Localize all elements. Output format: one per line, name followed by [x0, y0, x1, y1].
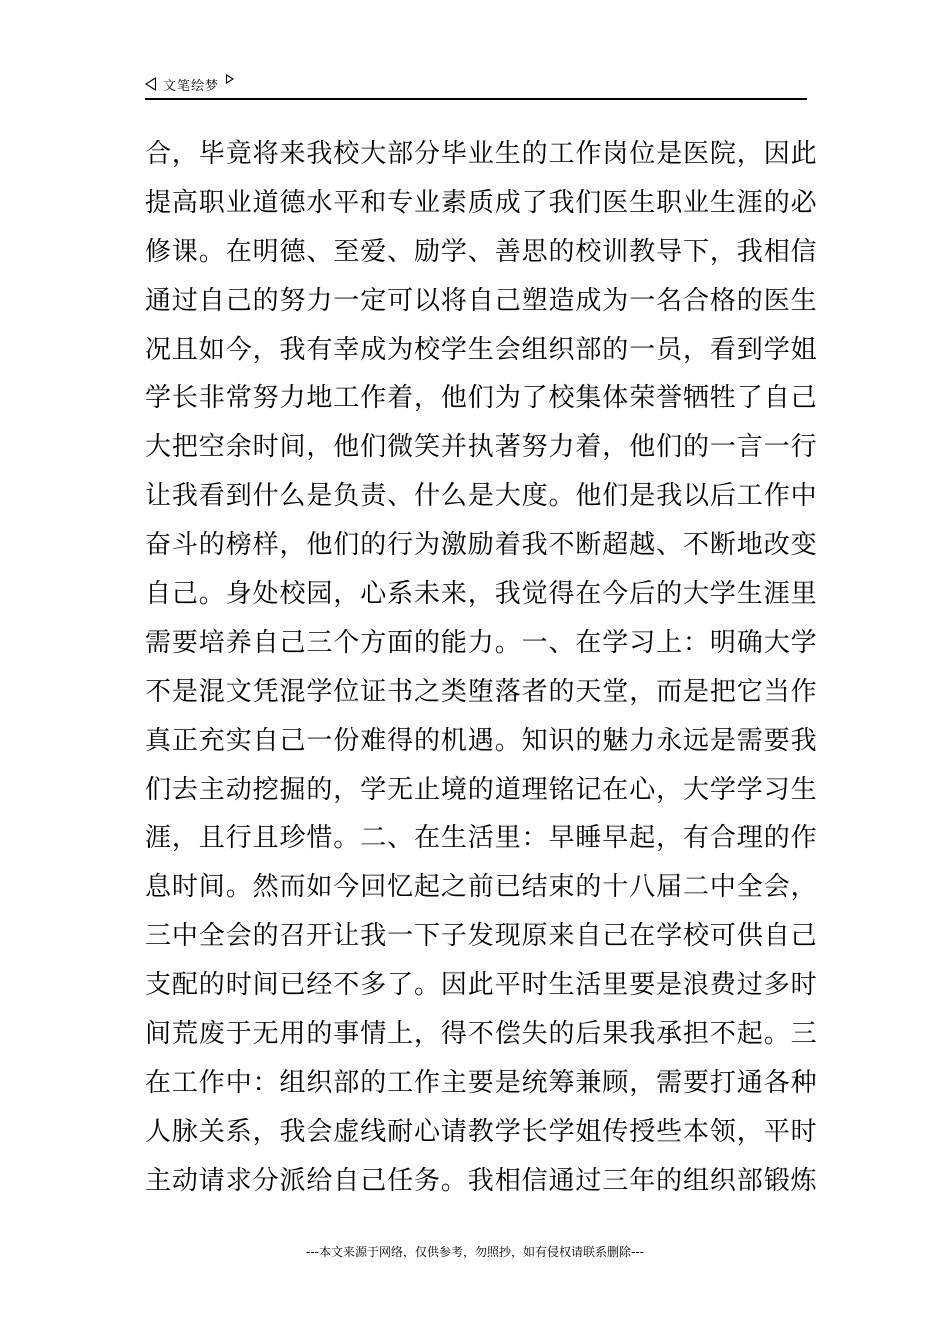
- page-header: [145, 70, 807, 100]
- right-triangle-icon: [226, 74, 234, 84]
- header-title: 文笔绘梦: [163, 78, 220, 94]
- text-line: 让我看到什么是负责、什么是大度。他们是我以后工作中: [145, 481, 818, 512]
- text-line: 们去主动挖掘的，学无止境的道理铭记在心，大学学习生: [145, 774, 818, 805]
- text-line: 三中全会的召开让我一下子发现原来自己在学校可供自己: [145, 921, 818, 952]
- body-text: [145, 130, 818, 1206]
- text-line: 真正充实自己一份难得的机遇。知识的魅力永远是需要我: [145, 725, 818, 756]
- text-line: 人脉关系，我会虚线耐心请教学长学姐传授些本领，平时: [145, 1116, 818, 1147]
- page-footer: ---本文来源于网络，仅供参考，勿照抄，如有侵权请联系删除---: [306, 1245, 644, 1259]
- text-line: 通过自己的努力一定可以将自己塑造成为一名合格的医生: [145, 285, 818, 316]
- text-line: 涯，且行且珍惜。二、在生活里：早睡早起，有合理的作: [145, 823, 818, 854]
- text-line: 不是混文凭混学位证书之类堕落者的天堂，而是把它当作: [145, 676, 818, 707]
- text-line: 学长非常努力地工作着，他们为了校集体荣誉牺牲了自己: [145, 383, 818, 414]
- text-line: 大把空余时间，他们微笑并执著努力着，他们的一言一行: [145, 432, 818, 463]
- text-line: 需要培养自己三个方面的能力。一、在学习上：明确大学: [145, 627, 818, 658]
- text-line: 奋斗的榜样，他们的行为激励着我不断超越、不断地改变: [145, 530, 818, 561]
- text-line: 况且如今，我有幸成为校学生会组织部的一员，看到学姐: [145, 334, 818, 365]
- text-line: 主动请求分派给自己任务。我相信通过三年的组织部锻炼: [145, 1165, 818, 1196]
- text-line: 合，毕竟将来我校大部分毕业生的工作岗位是医院，因此: [145, 139, 818, 169]
- left-triangle-icon: [145, 77, 156, 91]
- text-line: 息时间。然而如今回忆起之前已结束的十八届二中全会，: [145, 872, 818, 903]
- text-line: 支配的时间已经不多了。因此平时生活里要是浪费过多时: [145, 970, 818, 1001]
- text-line: 提高职业道德水平和专业素质成了我们医生职业生涯的必: [145, 187, 818, 218]
- text-line: 自己。身处校园，心系未来，我觉得在今后的大学生涯里: [145, 579, 818, 610]
- text-line: 间荒废于无用的事情上，得不偿失的后果我承担不起。三: [145, 1019, 818, 1050]
- text-line: 在工作中：组织部的工作主要是统筹兼顾，需要打通各种: [145, 1067, 818, 1098]
- text-line: 修课。在明德、至爱、励学、善思的校训教导下，我相信: [145, 236, 818, 267]
